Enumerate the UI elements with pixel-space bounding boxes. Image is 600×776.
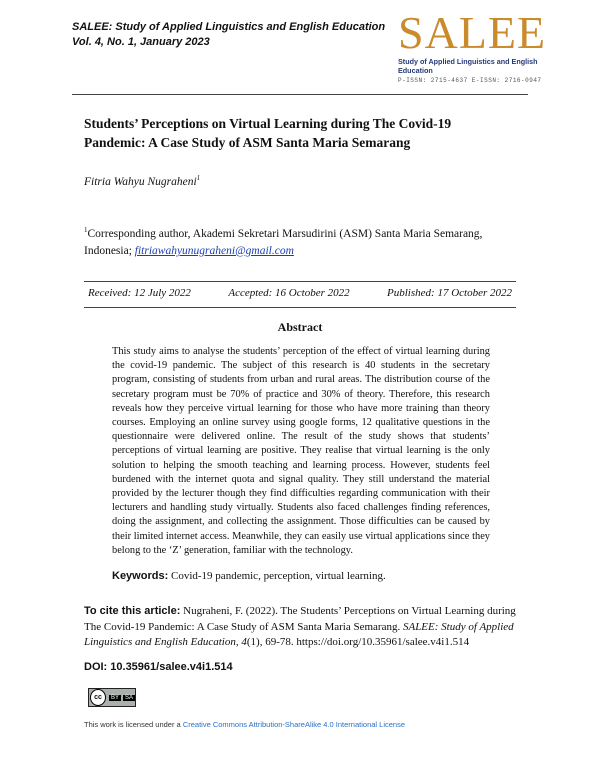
keywords-text: Covid-19 pandemic, perception, virtual learning. [171, 570, 386, 582]
citation-issue-pages: (1), 69-78. https://doi.org/10.35961/salee.v4i1.514 [246, 636, 470, 648]
citation-block [84, 604, 524, 651]
keywords-label: Keywords: [112, 570, 169, 582]
abstract-body: This study aims to analyse the students’ perception of the effect of virtual learning during the covid-19 pandemic. The subject of this research is 40 students in the secretary program, consisting of students from urban and rural areas. The distribution course of the secretary program must be 70% of practice and 30% of theory. Therefore, this research reveals how they perceive virtual learning for those who have more training than theory courses. Employing an online survey using google forms, 12 qualitative questions in the questionnaire were delivered online. The result of the study shows that students’ perceptions of virtual learning are positive. They realise that virtual learning is the only solution to helping the smooth teaching and learning process. However, students feel burdened with the internet quota and signal quality. They still understand the material provided by the lecturer though they find difficulties regarding communication with their lecturers and handling study virtually. Students also faced challenges finding references, doing the assignment, and collecting the assignment. Those difficulties can be caused by their limited internet access. Meanwhile, they can easily use virtual applications since they belong to the ‘Z’ generation, familiar with the technology. [112, 346, 490, 556]
doi[interactable]: DOI: 10.35961/salee.v4i1.514 [84, 661, 233, 673]
journal-name: SALEE: Study of Applied Linguistics and English Education [72, 21, 386, 33]
author-sup: 1 [196, 174, 201, 182]
dates-top-rule [84, 281, 516, 282]
logo-wordmark: SALEE [398, 7, 547, 58]
keywords [112, 570, 512, 582]
logo-issn: P-ISSN: 2715-4637 E-ISSN: 2716-0947 [398, 77, 542, 84]
affiliation-sup: 1 [84, 226, 88, 234]
abstract-heading: Abstract [277, 320, 323, 334]
publication-dates [84, 287, 516, 299]
affiliation [84, 222, 514, 260]
header-divider [72, 94, 528, 95]
citation-journal: SALEE: Study of Applied Linguistics and English Education, [84, 620, 514, 648]
citation-volume: 4 [241, 636, 247, 648]
received-date: Received: 12 July 2022 [88, 287, 191, 299]
sa-icon: SA [124, 694, 133, 701]
published-date: Published: 17 October 2022 [387, 287, 512, 299]
citation-text: Nugraheni, F. (2022). The Students’ Perceptions on Virtual Learning during The Covid-19 Pandemic: A Case Study of ASM Santa Maria Semarang. [84, 605, 516, 633]
affiliation-text: Corresponding author, Akademi Sekretari Marsudirini (ASM) Santa Maria Semarang, Indonesia; [84, 227, 483, 257]
cc-license-badge[interactable] [88, 688, 136, 707]
author-name [84, 174, 200, 188]
license-text: This work is licensed under a [84, 720, 181, 729]
journal-logo [398, 7, 547, 84]
logo-subtitle: Study of Applied Linguistics and English Education [398, 57, 538, 75]
dates-bottom-rule [84, 307, 516, 308]
author-email-link[interactable]: fitriawahyunugraheni@gmail.com [134, 244, 294, 257]
paper-title: Students’ Perceptions on Virtual Learning during The Covid-19 Pandemic: A Case Study of ASM Santa Maria Semarang [84, 116, 452, 150]
citation-label: To cite this article: [84, 605, 181, 617]
author-text: Fitria Wahyu Nugraheni [84, 175, 197, 188]
license-link[interactable]: Creative Commons Attribution-ShareAlike 4.0 International License [182, 720, 406, 729]
journal-header [72, 20, 385, 50]
accepted-date: Accepted: 16 October 2022 [228, 287, 350, 299]
license-notice [84, 720, 405, 729]
volume-info: Vol. 4, No. 1, January 2023 [72, 36, 210, 48]
by-icon: BY [110, 694, 119, 701]
cc-icon: cc [90, 689, 106, 706]
